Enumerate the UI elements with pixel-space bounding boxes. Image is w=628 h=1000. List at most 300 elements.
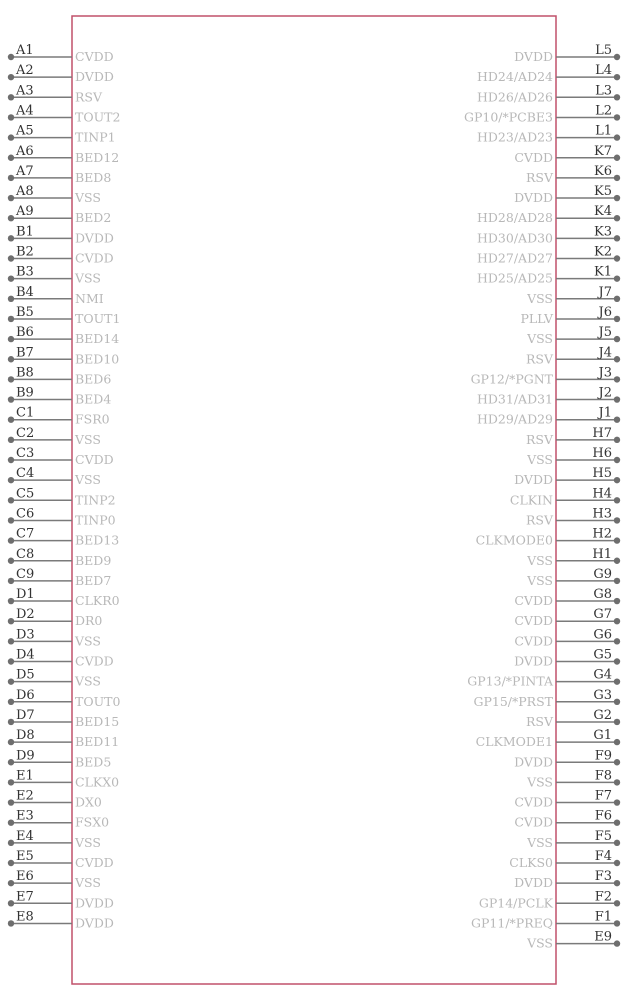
pin-name: CVDD [75,653,114,669]
pin-number: A5 [16,123,34,139]
pin-name: BED4 [75,391,112,407]
pin-name: VSS [527,572,553,588]
pin-terminal-dot [8,779,14,785]
pin-number: L4 [595,63,612,79]
pin-terminal-dot [8,900,14,906]
pin-A1 [8,43,114,64]
pin-F4 [509,849,620,870]
pin-number: F4 [594,849,612,864]
pin-terminal-dot [614,497,620,503]
pin-terminal-dot [8,275,14,281]
pin-D1 [8,587,120,608]
pin-number: H2 [592,526,612,542]
pin-B2 [8,245,114,266]
pin-terminal-dot [614,255,620,261]
pin-terminal-dot [614,114,620,120]
pin-terminal-dot [8,94,14,100]
pin-number: C2 [16,425,35,441]
pin-F5 [526,829,620,850]
pin-L2 [464,103,620,124]
pin-G4 [467,668,620,689]
pin-name: CLKMODE0 [475,532,553,548]
pin-name: BED13 [75,532,120,548]
pin-number: J6 [598,304,612,320]
pin-name: CVDD [514,593,553,609]
pin-name: NMI [75,290,104,306]
pin-terminal-dot [614,336,620,342]
pin-K4 [477,204,620,225]
pin-name: VSS [75,190,101,206]
pin-name: HD23/AD23 [477,129,553,145]
pin-terminal-dot [8,598,14,604]
pin-terminal-dot [8,658,14,664]
pin-terminal-dot [8,638,14,644]
pin-terminal-dot [614,537,620,543]
pin-G7 [514,607,620,628]
pin-name: CLKIN [509,492,553,508]
pin-A4 [8,103,121,124]
pin-terminal-dot [614,215,620,221]
pin-name: CLKX0 [75,774,120,790]
pin-name: RSV [525,713,553,729]
pin-terminal-dot [8,678,14,684]
pin-terminal-dot [614,678,620,684]
pin-terminal-dot [614,275,620,281]
pin-terminal-dot [614,820,620,826]
pin-number: K3 [594,224,612,240]
pin-name: CVDD [75,452,114,467]
pin-terminal-dot [8,477,14,483]
pin-name: TOUT0 [75,693,121,709]
pin-number: G1 [593,728,612,744]
pin-E3 [8,809,109,830]
pin-G6 [514,627,620,648]
pin-E5 [8,849,114,870]
pin-number: K1 [594,264,612,280]
pin-number: C7 [16,526,35,542]
pin-name: CVDD [514,814,553,830]
pin-terminal-dot [614,517,620,523]
pin-F3 [514,869,620,890]
pin-terminal-dot [8,719,14,725]
pin-number: L5 [595,43,612,58]
pin-name: GP13/*PINTA [467,673,553,689]
pin-number: C5 [16,486,35,502]
pin-name: PLLV [520,310,553,326]
pin-terminal-dot [8,860,14,866]
pin-B5 [8,305,121,326]
pin-name: DVDD [514,875,553,891]
pin-name: BED14 [75,331,120,347]
pin-terminal-dot [8,437,14,443]
pin-number: A6 [16,143,34,159]
pin-name: RSV [525,169,553,185]
pin-name: FSX0 [75,814,110,830]
pin-D4 [8,648,114,669]
pin-G8 [514,587,620,608]
pin-number: D9 [16,748,35,764]
pin-number: H5 [592,466,612,482]
right-pin-column [464,43,620,951]
pin-name: BED9 [75,552,112,568]
pin-terminal-dot [614,235,620,241]
pin-name: HD31/AD31 [477,391,553,407]
pin-number: B7 [16,345,34,361]
pin-number: E8 [16,909,34,925]
pin-terminal-dot [614,920,620,926]
pin-name: VSS [75,673,101,689]
pin-number: E2 [16,788,34,804]
pin-C8 [8,547,112,568]
pin-number: C8 [16,546,35,562]
pin-number: E7 [16,889,34,905]
pin-number: E5 [16,849,34,864]
pin-A6 [8,144,119,165]
pin-number: F9 [594,748,612,764]
pin-terminal-dot [8,739,14,745]
pin-terminal-dot [614,457,620,463]
pin-number: J7 [598,284,612,300]
pin-number: L2 [595,103,612,119]
pin-number: B2 [16,244,34,260]
pin-terminal-dot [614,175,620,181]
pin-H2 [476,527,621,548]
pin-number: D6 [16,687,35,703]
left-pin-column [8,43,121,930]
pin-name: VSS [527,552,553,568]
pin-name: DVDD [514,190,553,206]
pin-number: F5 [594,828,612,844]
pin-name: CLKMODE1 [475,734,553,750]
pin-number: A2 [16,63,34,79]
pin-terminal-dot [8,618,14,624]
pin-number: H3 [592,506,612,522]
pin-number: H4 [592,486,612,502]
pin-number: B4 [16,284,34,300]
pin-K7 [514,144,620,165]
pin-number: A4 [16,103,34,119]
pin-name: BED7 [75,572,112,588]
pin-number: B6 [16,325,34,341]
pin-name: CVDD [514,613,553,629]
pin-F6 [514,809,620,830]
pin-number: F2 [594,889,612,905]
pin-number: K7 [594,143,612,159]
pin-terminal-dot [8,417,14,423]
pin-L1 [477,124,620,145]
pin-number: E3 [16,808,34,824]
pin-terminal-dot [614,296,620,302]
pin-name: HD25/AD25 [477,270,553,286]
pin-name: DVDD [514,49,553,64]
component-body [72,16,556,984]
pin-D9 [8,748,111,769]
pin-terminal-dot [614,396,620,402]
pin-number: B8 [16,365,34,381]
pin-name: DX0 [75,794,102,810]
pin-C9 [8,567,112,588]
pin-number: A9 [16,204,34,220]
pin-name: RSV [525,512,553,528]
pin-K2 [477,245,620,266]
pin-name: BED6 [75,371,112,387]
pin-number: J1 [598,405,612,421]
pin-name: VSS [527,331,553,347]
pin-name: TOUT1 [75,310,121,326]
pin-terminal-dot [8,840,14,846]
pin-name: BED15 [75,713,120,729]
pin-terminal-dot [614,134,620,140]
pin-number: J2 [598,385,612,401]
pin-terminal-dot [8,155,14,161]
pin-E1 [8,768,119,789]
pin-terminal-dot [614,54,620,60]
pin-terminal-dot [8,134,14,140]
pin-L3 [477,83,620,104]
pin-F8 [526,768,620,789]
pin-name: VSS [527,834,553,850]
pin-K3 [477,224,620,245]
pin-J2 [477,386,620,407]
pin-terminal-dot [8,396,14,402]
pin-B9 [8,386,112,407]
pin-number: B1 [16,224,34,240]
pin-terminal-dot [614,840,620,846]
pin-name: DVDD [75,915,114,931]
pin-name: DR0 [75,613,103,629]
pin-terminal-dot [8,316,14,322]
pin-A7 [8,164,112,185]
pin-terminal-dot [8,215,14,221]
pin-F9 [514,748,620,769]
pin-number: A8 [16,184,34,200]
pin-terminal-dot [8,699,14,705]
pin-number: C9 [16,566,35,582]
pin-name: BED10 [75,351,120,367]
pin-name: CVDD [514,633,553,649]
pin-number: E4 [16,828,34,844]
pin-number: G8 [593,587,612,603]
pin-J6 [520,305,620,326]
pin-C5 [8,486,116,507]
pin-name: FSR0 [75,411,110,427]
pin-J7 [526,285,620,306]
pin-name: VSS [75,834,101,850]
pin-terminal-dot [614,417,620,423]
pin-number: G3 [593,687,612,703]
pin-E7 [8,889,114,910]
pin-terminal-dot [8,457,14,463]
pin-G5 [514,648,620,669]
pin-terminal-dot [8,920,14,926]
pin-terminal-dot [8,578,14,584]
pin-terminal-dot [614,356,620,362]
pin-terminal-dot [614,719,620,725]
pin-terminal-dot [614,699,620,705]
pin-terminal-dot [8,296,14,302]
pin-name: CLKR0 [75,593,120,609]
pin-number: L1 [595,123,612,139]
pin-H7 [526,426,620,447]
pin-name: VSS [527,774,553,790]
pin-terminal-dot [614,437,620,443]
pin-terminal-dot [8,820,14,826]
pin-name: CLKS0 [509,855,553,870]
pin-name: BED5 [75,754,112,770]
pin-number: D7 [16,707,35,723]
pin-D3 [8,627,101,648]
pin-L5 [514,43,620,64]
pin-C1 [8,406,110,427]
pin-terminal-dot [614,900,620,906]
pin-terminal-dot [614,799,620,805]
pin-name: VSS [75,875,101,891]
pin-terminal-dot [8,537,14,543]
pin-name: GP10/*PCBE3 [463,109,553,125]
pin-number: K2 [594,244,612,260]
pin-terminal-dot [614,74,620,80]
pin-number: A7 [16,163,34,179]
pin-number: C6 [16,506,35,522]
pin-terminal-dot [8,195,14,201]
pin-number: C3 [16,446,35,461]
pin-number: H7 [592,425,612,441]
pin-number: G7 [593,607,612,623]
pin-terminal-dot [8,799,14,805]
pin-name: VSS [75,270,101,286]
pin-terminal-dot [8,175,14,181]
pin-name: HD28/AD28 [477,210,553,226]
pin-terminal-dot [614,195,620,201]
pin-name: CVDD [75,855,114,870]
pin-H6 [526,446,620,467]
pin-C4 [8,466,101,487]
pin-name: GP15/*PRST [473,693,553,709]
pin-G2 [526,708,620,729]
pin-name: GP14/PCLK [478,895,553,911]
pin-B4 [8,285,104,306]
pin-number: J3 [598,365,612,381]
pin-number: C1 [16,405,35,421]
pin-G9 [526,567,620,588]
pin-number: J5 [598,325,612,341]
pin-terminal-dot [614,658,620,664]
pin-name: HD29/AD29 [477,411,553,427]
pin-terminal-dot [8,558,14,564]
pin-name: DVDD [75,69,114,85]
pin-number: F3 [594,869,612,885]
pin-terminal-dot [614,558,620,564]
pin-terminal-dot [614,598,620,604]
pin-C7 [8,527,119,548]
pin-terminal-dot [8,74,14,80]
pin-terminal-dot [614,638,620,644]
pin-E4 [8,829,101,850]
pin-name: BED12 [75,149,120,165]
pin-K6 [526,164,620,185]
pin-name: HD30/AD30 [477,230,553,246]
pin-name: CVDD [75,250,114,266]
pin-terminal-dot [8,235,14,241]
pin-terminal-dot [8,517,14,523]
pin-terminal-dot [614,477,620,483]
pin-number: B5 [16,304,34,320]
pin-name: VSS [75,431,101,447]
pin-B1 [8,224,114,245]
pin-D6 [8,688,121,709]
pin-number: K5 [594,184,612,200]
pin-number: G5 [593,647,612,663]
pin-J1 [477,406,620,427]
pin-terminal-dot [614,940,620,946]
pin-E9 [526,930,620,951]
pin-terminal-dot [8,356,14,362]
pin-number: H1 [592,546,612,562]
pin-number: A1 [16,43,34,58]
pin-name: RSV [525,431,553,447]
pin-number: G6 [593,627,612,643]
pin-G3 [474,688,621,709]
pin-number: K6 [594,163,612,179]
pin-A3 [8,83,103,104]
pin-B8 [8,365,112,386]
pin-C3 [8,446,114,467]
pin-terminal-dot [8,114,14,120]
pin-name: VSS [75,472,101,488]
pin-number: J4 [598,345,612,361]
pin-name: VSS [527,452,553,467]
pin-J5 [526,325,620,346]
pin-number: B9 [16,385,34,401]
pin-name: CVDD [75,49,114,64]
pin-terminal-dot [614,618,620,624]
pin-number: G9 [593,566,612,582]
pin-number: D1 [16,587,35,603]
pin-D7 [8,708,119,729]
pin-name: BED2 [75,210,112,226]
pin-A8 [8,184,101,205]
pin-number: D2 [16,607,35,623]
pin-terminal-dot [614,739,620,745]
pin-name: HD24/AD24 [477,69,553,85]
pin-number: B3 [16,264,34,280]
pin-H5 [514,466,620,487]
pin-number: G4 [593,667,612,683]
pin-name: DVDD [75,230,114,246]
pin-name: DVDD [514,754,553,770]
pin-terminal-dot [8,255,14,261]
pin-terminal-dot [8,497,14,503]
pin-B7 [8,345,119,366]
pin-number: H6 [592,446,612,461]
pin-name: TINP2 [75,492,116,508]
pin-terminal-dot [614,376,620,382]
pin-terminal-dot [614,316,620,322]
pin-name: GP11/*PREQ [471,915,553,931]
pin-D5 [8,668,101,689]
pin-number: C4 [16,466,35,482]
pin-name: GP12/*PGNT [470,371,553,387]
pin-A9 [8,204,111,225]
pin-terminal-dot [614,94,620,100]
pin-name: VSS [75,633,101,649]
pin-terminal-dot [614,860,620,866]
pin-number: K4 [594,204,612,220]
pin-name: DVDD [514,653,553,669]
pin-A5 [8,124,116,145]
pin-K1 [477,265,620,286]
pin-E6 [8,869,101,890]
